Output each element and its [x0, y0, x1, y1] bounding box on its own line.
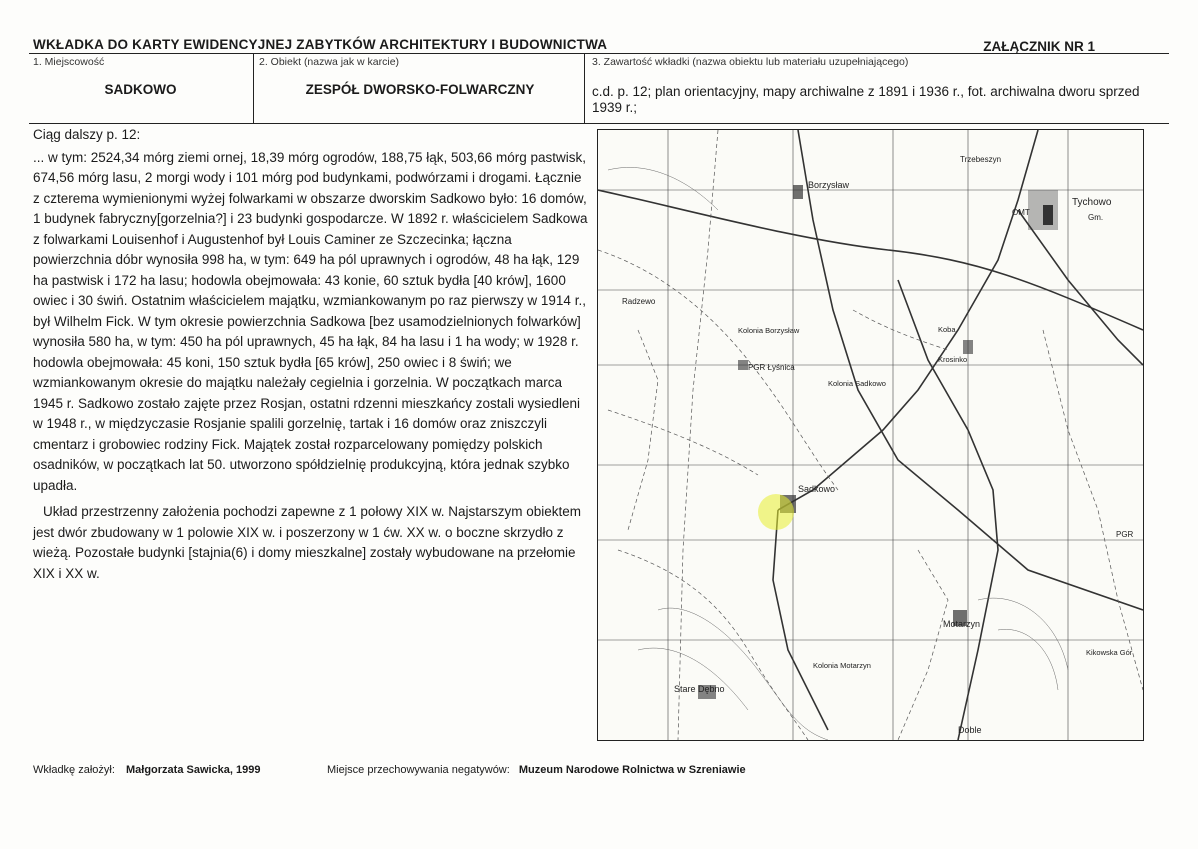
sadkowo-highlight-marker [758, 494, 794, 530]
storage-label: Miejsce przechowywania negatywów: [327, 764, 510, 776]
place-value: SADKOWO [104, 82, 177, 97]
map-contours [608, 167, 1068, 740]
map-label-borzyslaw: Borzysław [808, 180, 850, 190]
field-divider-2 [584, 53, 585, 123]
orientation-map [597, 129, 1144, 741]
map-label-koba: Koba [938, 325, 956, 334]
map-label-stare-debno: Stare Dębno [674, 684, 725, 694]
object-label: 2. Obiekt (nazwa jak w karcie) [259, 56, 400, 68]
map-label-radzewo: Radzewo [622, 297, 656, 306]
body-text [33, 125, 588, 584]
map-labels [622, 155, 1134, 735]
header-rule-top [29, 53, 1169, 54]
founder-value: Małgorzata Sawicka, 1999 [125, 764, 261, 776]
continuation-heading: Ciąg dalszy p. 12: [33, 127, 141, 142]
field-divider-1 [253, 53, 254, 123]
layout-paragraph: Układ przestrzenny założenia pochodzi zapewne z 1 połowy XIX w. Najstarszym obiektem jest dwór zbudowany w 1 polowie XIX w. i poszerzony w 1 ćw. XX w. o boczne skrzydło z wieżą. Pozostałe budynki [stajnia(6) i domy mieszkalne] zostały wybudowane na przełomie XIX i XX w. [33, 504, 582, 581]
storage-value: Muzeum Narodowe Rolnictwa w Szreniawie [518, 764, 746, 776]
history-paragraph: ... w tym: 2524,34 mórg ziemi ornej, 18,39 mórg ogrodów, 188,75 łąk, 503,66 mórg pastwisk, 674,56 mórg lasu, 2 morgi wody i 101 mórg pod budynkami, podwórzami i drogami. Łącznie z czterema wymienionymi wyżej folwarkami w obszarze dworskim Sadkowo było: 16 domów, 1 budynek fabryczny[gorzelnia?] i 23 budynki gospodarcze. W 1892 r. właścicielem Sadkowa z folwarkami Louisenhof i Augustenhof był Louis Caminer ze Szczecinka; łączna powierzchnia dóbr wynosiła 998 ha, w tym: 649 ha pól uprawnych i ogrodów, 48 ha łąk, 129 ha pastwisk i 172 ha lasu; hodowla obejmowała: 43 konie, 60 sztuk bydła [40 krów], 1600 owiec i 30 świń. Ostatnim właścicielem majątku, wzmiankowanym po raz pierwszy w 1914 r., był Wilhelm Fick. W tym okresie powierzchnia Sadkowa [bez usamodzielnionych folwarków] wynosiła 580 ha, w tym: 450 ha pól uprawnych, 45 ha łąk, 84 ha lasu i 1 ha wody; w 1928 r. hodowla obejmowała: 45 koni, 150 sztuk bydła [65 krów], 250 owiec i 8 świń; we wzmiankowanym okresie do majątku należały cegielnia i gorzelnia. W początkach marca 1945 r. Sadkowo zostało zajęte przez Rosjan, ostatni rdzenni mieszkańcy zostali wysiedleni w 1948 r., w międzyczasie Rosjanie spalili gorzelnię, tartak i 16 domów oraz zniszczyli cmentarz i grobowiec rodziny Fick. Majątek został rozparcelowany pomiędzy polskich osadników, w początkach lat 50. utworzono spółdzielnię produkcyjną, która jednak szybko upadła. [33, 149, 588, 493]
footer-storage [327, 764, 746, 776]
map-label-trzebeszyn: Trzebeszyn [960, 155, 1002, 164]
map-label-gmina: Gm. [1088, 213, 1104, 222]
map-label-omt: OMT [1012, 208, 1030, 217]
map-label-pgr: PGR [1116, 530, 1134, 539]
header-rule-bottom [29, 123, 1169, 124]
footer-founder [33, 764, 261, 776]
document-title: WKŁADKA DO KARTY EWIDENCYJNEJ ZABYTKÓW ARCHITEKTURY I BUDOWNICTWA [33, 37, 608, 52]
map-settlements [698, 185, 1058, 699]
contents-label: 3. Zawartość wkładki (nazwa obiektu lub materiału uzupełniającego) [592, 56, 909, 68]
map-drawing [598, 130, 1143, 740]
map-roads [598, 130, 1143, 740]
map-paths [598, 130, 1143, 740]
contents-value: c.d. p. 12; plan orientacyjny, mapy archiwalne z 1891 i 1936 r., fot. archiwalna dworu sprzed 1939 r.; [592, 84, 1140, 115]
map-label-pgr-lysnica: PGR Łyśnica [748, 363, 795, 372]
map-label-tychowo: Tychowo [1072, 197, 1112, 208]
map-label-kolonia-sadkowo: Kolonia Sadkowo [828, 379, 886, 388]
map-label-kikowska-gora: Kikowska Gór [1086, 648, 1133, 657]
place-label: 1. Miejscowość [33, 56, 105, 68]
map-label-sadkowo: Sadkowo [798, 484, 836, 494]
map-label-doble: Doble [958, 725, 982, 735]
map-label-kolonia-borzyslaw: Kolonia Borzysław [738, 326, 800, 335]
object-value: ZESPÓŁ DWORSKO-FOLWARCZNY [305, 82, 535, 97]
map-label-krosinko: Krosinko [938, 355, 968, 364]
map-label-kolonia-motarzyn: Kolonia Motarzyn [813, 661, 871, 670]
map-label-motarzyn: Motarzyn [943, 619, 981, 629]
map-grid [598, 130, 1143, 740]
annex-number: ZAŁĄCZNIK NR 1 [983, 39, 1095, 54]
founder-label: Wkładkę założył: [33, 764, 115, 776]
